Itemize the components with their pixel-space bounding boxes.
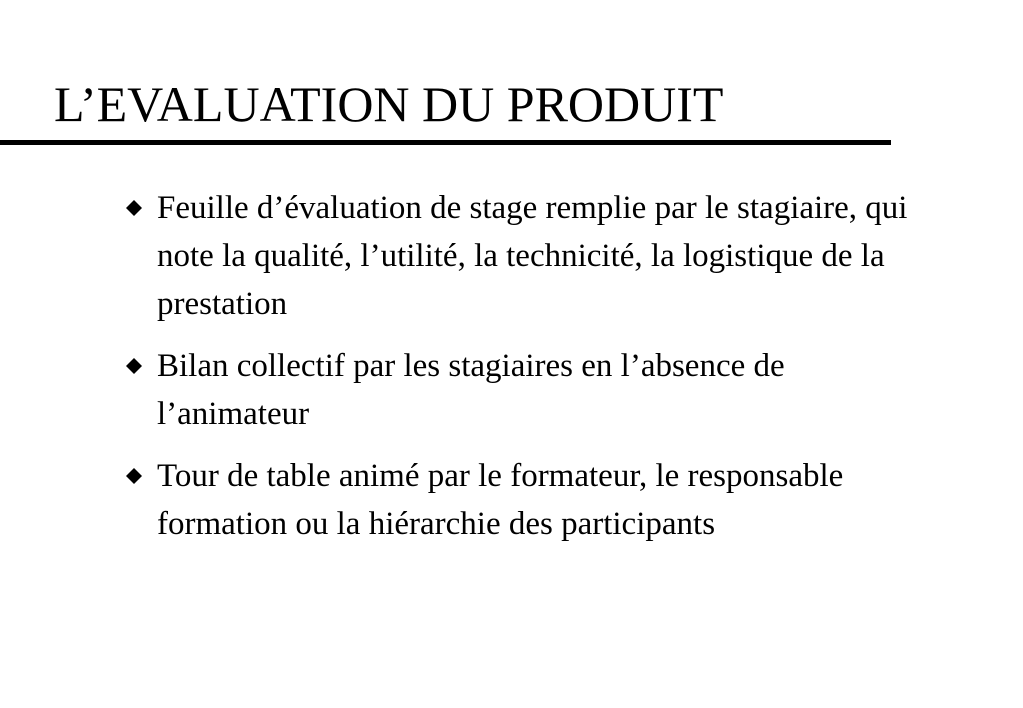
bullet-text: Feuille d’évaluation de stage remplie par le stagiaire, qui note la qualité, l’utilité, la technicité, la logistique de la prestation: [157, 190, 908, 322]
bullet-item: [124, 184, 924, 328]
title-underline: [0, 140, 891, 145]
bullet-text: Tour de table animé par le formateur, le responsable formation ou la hiérarchie des participants: [157, 458, 844, 542]
diamond-bullet-icon: [126, 200, 142, 216]
bullet-text: Bilan collectif par les stagiaires en l’absence de l’animateur: [157, 348, 785, 432]
diamond-bullet-icon: [126, 358, 142, 374]
bullet-list: [124, 184, 924, 562]
bullet-item: [124, 452, 924, 548]
diamond-bullet-icon: [126, 468, 142, 484]
slide-title: L’EVALUATION DU PRODUIT: [54, 76, 724, 132]
bullet-item: [124, 342, 924, 438]
